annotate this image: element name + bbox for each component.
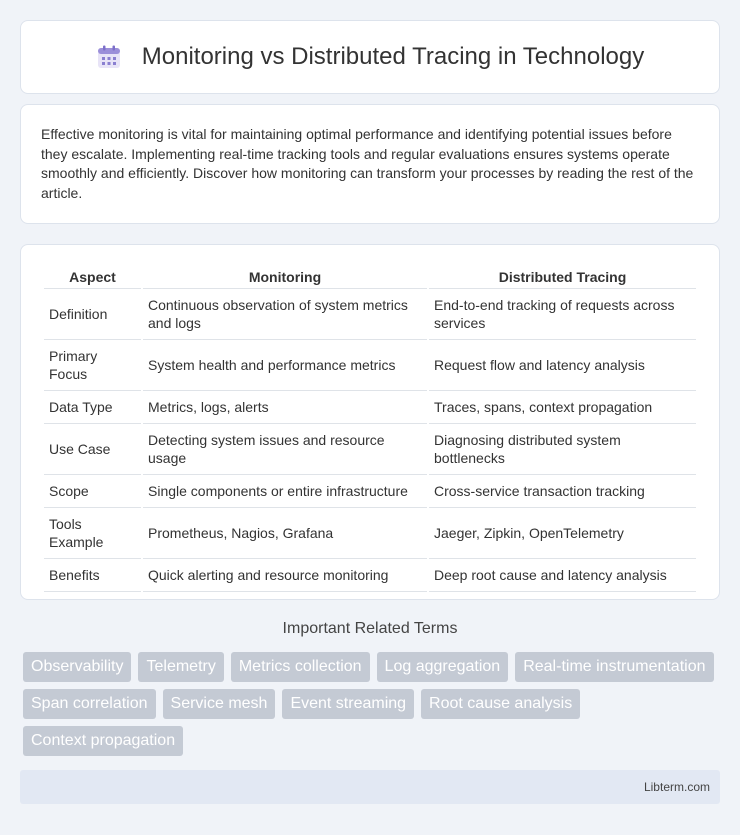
tag-root-cause-analysis[interactable]: Root cause analysis: [421, 689, 580, 719]
tag-telemetry[interactable]: Telemetry: [138, 652, 223, 682]
header-distributed-tracing: Distributed Tracing: [429, 265, 696, 289]
table-row: [44, 508, 696, 559]
intro-card: [20, 104, 720, 224]
cell-tracing: Diagnosing distributed system bottlenecks: [429, 424, 696, 475]
tag-service-mesh[interactable]: Service mesh: [163, 689, 276, 719]
table-row: [44, 424, 696, 475]
cell-aspect: Data Type: [44, 391, 141, 424]
header-aspect: Aspect: [44, 265, 141, 289]
cell-aspect: Primary Focus: [44, 340, 141, 391]
cell-tracing: Cross-service transaction tracking: [429, 475, 696, 508]
calendar-icon: [96, 44, 122, 70]
footer: [20, 770, 720, 804]
cell-aspect: Definition: [44, 289, 141, 340]
tag-metrics-collection[interactable]: Metrics collection: [231, 652, 370, 682]
cell-aspect: Scope: [44, 475, 141, 508]
header-monitoring: Monitoring: [143, 265, 427, 289]
header-card: [20, 20, 720, 94]
cell-tracing: Request flow and latency analysis: [429, 340, 696, 391]
cell-tracing: End-to-end tracking of requests across services: [429, 289, 696, 340]
table-row: [44, 391, 696, 424]
cell-monitoring: Detecting system issues and resource usage: [143, 424, 427, 475]
tag-real-time-instrumentation[interactable]: Real-time instrumentation: [515, 652, 713, 682]
cell-aspect: Use Case: [44, 424, 141, 475]
tag-log-aggregation[interactable]: Log aggregation: [377, 652, 509, 682]
cell-monitoring: Prometheus, Nagios, Grafana: [143, 508, 427, 559]
cell-monitoring: System health and performance metrics: [143, 340, 427, 391]
table-row: [44, 289, 696, 340]
cell-tracing: Jaeger, Zipkin, OpenTelemetry: [429, 508, 696, 559]
cell-aspect: Tools Example: [44, 508, 141, 559]
table-row: [44, 475, 696, 508]
tag-context-propagation[interactable]: Context propagation: [23, 726, 183, 756]
table-header-row: [44, 265, 696, 289]
cell-tracing: Deep root cause and latency analysis: [429, 559, 696, 592]
related-terms-tags: [20, 652, 720, 756]
related-terms-section: [20, 620, 720, 756]
table-row: [44, 559, 696, 592]
intro-text: Effective monitoring is vital for maintaining optimal performance and identifying potential issues before they escalate. Implementing real-time tracking tools and regular evaluations ensures systems operate smoothly and efficiently. Discover how monitoring can transform your processes by reading the rest of the article.: [41, 126, 694, 201]
tag-span-correlation[interactable]: Span correlation: [23, 689, 156, 719]
footer-site-link[interactable]: Libterm.com: [643, 780, 710, 794]
cell-tracing: Traces, spans, context propagation: [429, 391, 696, 424]
cell-monitoring: Single components or entire infrastructure: [143, 475, 427, 508]
comparison-table: [42, 265, 698, 592]
cell-monitoring: Quick alerting and resource monitoring: [143, 559, 427, 592]
related-terms-title: Important Related Terms: [282, 620, 458, 637]
cell-monitoring: Metrics, logs, alerts: [143, 391, 427, 424]
cell-monitoring: Continuous observation of system metrics and logs: [143, 289, 427, 340]
comparison-table-card: [20, 244, 720, 600]
table-row: [44, 340, 696, 391]
tag-observability[interactable]: Observability: [23, 652, 131, 682]
tag-event-streaming[interactable]: Event streaming: [282, 689, 414, 719]
page-title: Monitoring vs Distributed Tracing in Technology: [141, 43, 645, 70]
cell-aspect: Benefits: [44, 559, 141, 592]
